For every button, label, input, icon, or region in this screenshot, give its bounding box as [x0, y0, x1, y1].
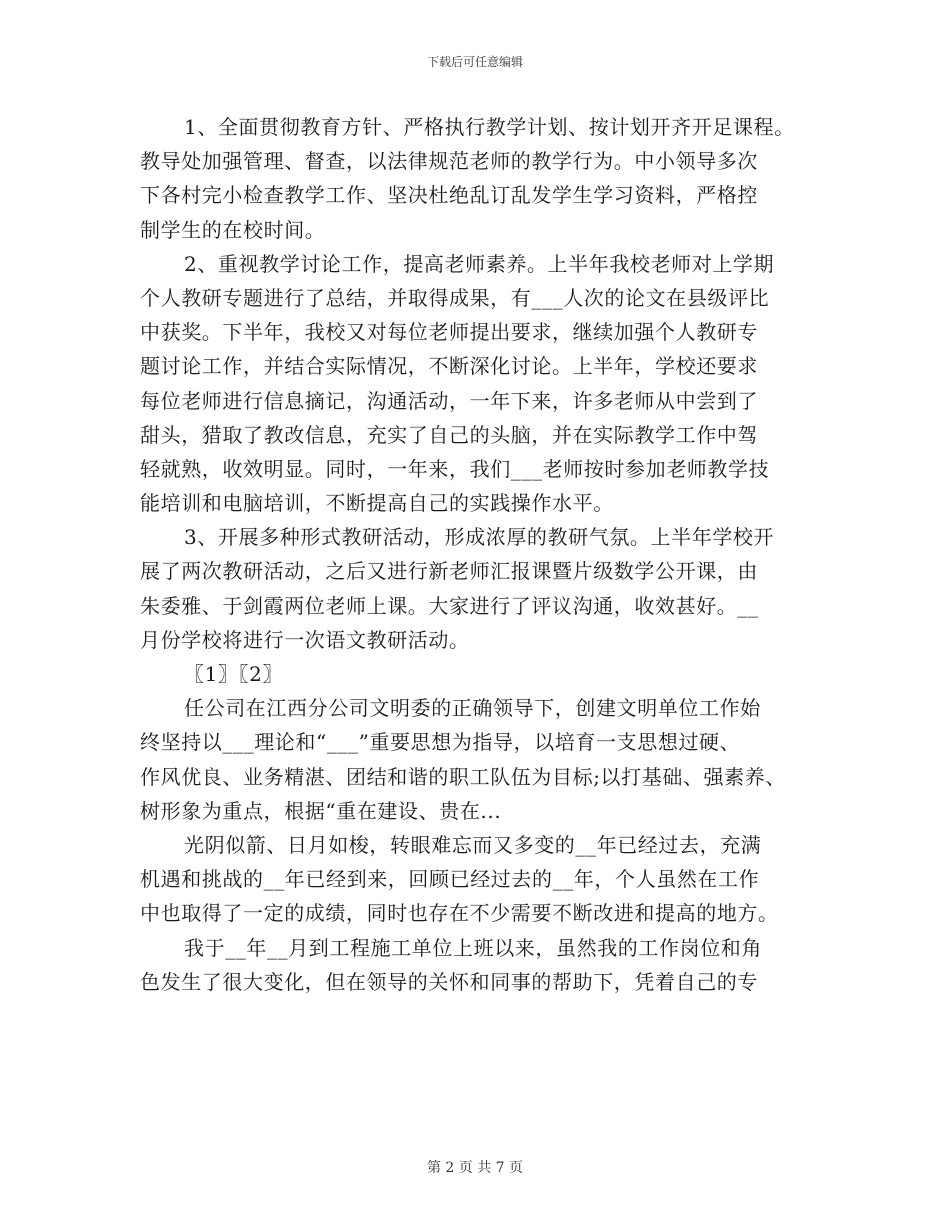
page-header: 下载后可任意编辑: [426, 55, 523, 69]
text-line: 我于__年__月到工程施工单位上班以来，虽然我的工作岗位和角: [184, 935, 762, 960]
text-line: 色发生了很大变化，但在领导的关怀和同事的帮助下，凭着自己的专: [140, 969, 758, 994]
text-line: 能培训和电脑培训，不断提高自己的实践操作水平。: [140, 491, 614, 516]
text-line: 作风优良、业务精湛、团结和谐的职工队伍为目标;以打基础、强素养、: [140, 764, 786, 789]
text-line: 甜头，猎取了教改信息，充实了自己的头脑，并在实际教学工作中驾: [140, 422, 758, 447]
text-line: 题讨论工作，并结合实际情况，不断深化讨论。上半年，学校还要求: [140, 354, 758, 379]
text-line: 1、全面贯彻教育方针、严格执行教学计划、按计划开齐开足课程。: [184, 115, 795, 139]
text-line: 3、开展多种形式教研活动，形成浓厚的教研气氛。上半年学校开: [184, 525, 775, 550]
text-line: 每位老师进行信息摘记，沟通活动，一年下来，许多老师从中尝到了: [140, 388, 758, 413]
text-line: 下各村完小检查教学工作、坚决杜绝乱订乱发学生学习资料，严格控: [140, 183, 758, 208]
text-line: 任公司在江西分公司文明委的正确领导下，创建文明单位工作始: [184, 696, 761, 721]
text-line: 轻就熟，收效明显。同时，一年来，我们___老师按时参加老师教学技: [140, 456, 770, 481]
text-line: 展了两次教研活动，之后又进行新老师汇报课暨片级数学公开课，由: [140, 559, 758, 584]
text-line: 个人教研专题进行了总结，并取得成果，有___人次的论文在县级评比: [140, 285, 770, 310]
text-line: 制学生的在校时间。: [140, 217, 326, 242]
text-line: 月份学校将进行一次语文教研活动。: [140, 627, 470, 652]
text-line: 朱委雅、于剑霞两位老师上课。大家进行了评议沟通，收效甚好。__: [140, 593, 759, 618]
page-footer: 第 2 页 共 7 页: [426, 1160, 524, 1176]
text-line: 树形象为重点，根据“重在建设、贵在...: [140, 798, 502, 823]
document-body: [140, 110, 810, 999]
text-line: 教导处加强管理、督查，以法律规范老师的教学行为。中小领导多次: [140, 149, 758, 174]
text-line: 终坚持以___理论和“___”重要思想为指导，以培育一支思想过硬、: [140, 730, 741, 755]
text-line: 〖1〗〖2〗: [184, 662, 284, 686]
text-line: 机遇和挑战的__年已经到来，回顾已经过去的__年，个人虽然在工作: [140, 867, 760, 892]
text-line: 中也取得了一定的成绩，同时也存在不少需要不断改进和提高的地方。: [140, 901, 779, 926]
text-line: 2、重视教学讨论工作，提高老师素养。上半年我校老师对上学期: [184, 251, 775, 276]
text-line: 中获奖。下半年，我校又对每位老师提出要求，继续加强个人教研专: [140, 320, 758, 345]
text-line: 光阴似箭、日月如梭，转眼难忘而又多变的__年已经过去，充满: [184, 832, 762, 857]
